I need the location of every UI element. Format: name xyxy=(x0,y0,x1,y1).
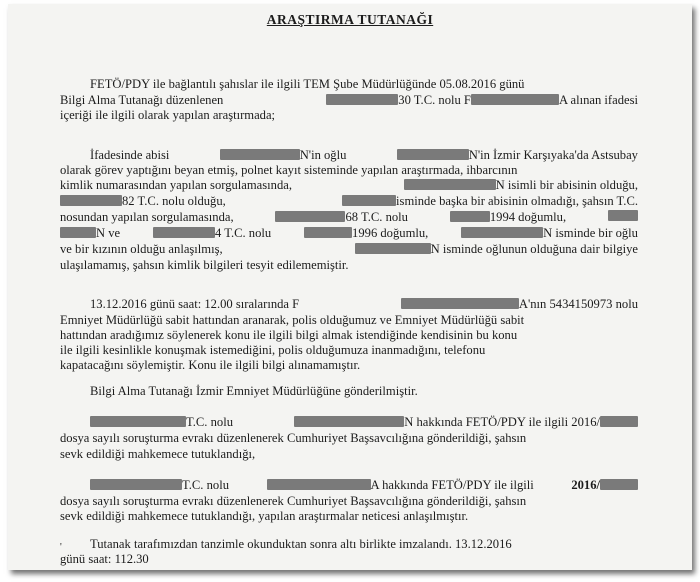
redaction xyxy=(60,227,96,238)
text-line: Bilgi Alma Tutanağı düzenlenen 30 T.C. nolu F A alınan ifadesi xyxy=(60,93,638,107)
text-line: olarak görev yaptığını beyan etmiş, polnet kayıt sisteminde yapılan araştırmada, ihbarcının xyxy=(60,163,518,177)
text-line: günü saat: 112.30 xyxy=(60,552,149,566)
text-line: nosundan yapılan sorgulamasında, 68 T.C. nolu 1994 doğumlu, xyxy=(60,210,638,225)
redaction xyxy=(90,416,186,427)
text-line: ile ilgili kesinlikle konuşmak istemediğini, polis olduğumuza inanmadığını, telefonu xyxy=(60,343,486,357)
redaction xyxy=(355,243,431,254)
redaction xyxy=(397,149,469,160)
redaction xyxy=(220,149,300,160)
text-line: T.C. nolu A hakkında FETÖ/PDY ile ilgili 2016/ xyxy=(90,478,638,493)
redaction xyxy=(401,298,519,309)
redaction xyxy=(304,227,352,238)
text-line: N ve 4 T.C. nolu 1996 doğumlu, N isminde bir oğlu xyxy=(60,226,638,241)
redaction xyxy=(450,211,490,222)
text-line: Bilgi Alma Tutanağı İzmir Emniyet Müdürlüğüne gönderilmiştir. xyxy=(90,384,418,398)
redaction xyxy=(326,94,398,105)
text-line: dosya sayılı soruşturma evrakı düzenlenerek Cumhuriyet Başsavcılığına gönderildiği, şahsın xyxy=(60,431,527,445)
redaction xyxy=(60,195,122,206)
text-line: 82 T.C. nolu olduğu, isminde başka bir abisinin olmadığı, şahsın T.C. xyxy=(60,194,638,209)
redaction xyxy=(90,479,182,490)
stray-mark: ' xyxy=(60,542,62,553)
redaction xyxy=(461,227,543,238)
text-line: FETÖ/PDY ile bağlantılı şahıslar ile ilgili TEM Şube Müdürlüğünde 05.08.2016 günü xyxy=(90,77,525,91)
redaction xyxy=(294,416,404,427)
redaction xyxy=(600,479,638,490)
redaction xyxy=(153,227,215,238)
text-line: Emniyet Müdürlüğü sabit hattından aranarak, polis olduğumuz ve Emniyet Müdürlüğü sabit xyxy=(60,313,525,327)
redaction xyxy=(267,479,371,490)
text-line: T.C. nolu N hakkında FETÖ/PDY ile ilgili 2016/ xyxy=(90,415,638,430)
text-line: ulaşılamamış, şahsın kimlik bilgileri tesyit edilememiştir. xyxy=(60,258,349,272)
text-line: sevk edildiği mahkemece tutuklandığı, yapılan araştırmalar neticesi anlaşılmıştır. xyxy=(60,509,469,523)
text-line: 13.12.2016 günü saat: 12.00 sıralarında F A'nın 5434150973 nolu xyxy=(90,297,638,311)
redaction xyxy=(608,210,638,221)
text-line: hattından aradığımız söylenerek konu ile ilgili bilgi almak istendiğinde kendisinin bu konu xyxy=(60,328,518,342)
text-line: dosya sayılı soruşturma evrakı düzenlenerek Cumhuriyet Başsavcılığına gönderildiği, şahsın xyxy=(60,494,527,508)
text-line: İfadesinde abisi N'in oğlu N'in İzmir Karşıyaka'da Astsubay xyxy=(90,148,638,162)
redaction xyxy=(600,416,638,427)
text-line: ve bir kızının olduğu anlaşılmış, N isminde oğlunun olduğuna dair bilgiye xyxy=(60,242,638,256)
text-line: içeriği ile ilgili olarak yapılan araştırmada; xyxy=(60,108,276,122)
text-line: sevk edildiği mahkemece tutuklandığı, xyxy=(60,447,256,461)
text-line: kapatacağını söylemiştir. Konu ile ilgili bilgi alınamamıştır. xyxy=(60,358,361,372)
redaction xyxy=(404,179,496,190)
redaction xyxy=(275,211,345,222)
text-line: Tutanak tarafımızdan tanzimle okunduktan sonra altı birlikte imzalandı. 13.12.2016 xyxy=(90,537,512,551)
text-line: kimlik numarasından yapılan sorgulamasında, N isimli bir abisinin olduğu, xyxy=(60,178,638,192)
redaction xyxy=(342,195,396,206)
document-title: ARAŞTIRMA TUTANAĞI xyxy=(266,12,434,27)
redaction xyxy=(471,94,559,105)
document-page xyxy=(8,4,692,570)
